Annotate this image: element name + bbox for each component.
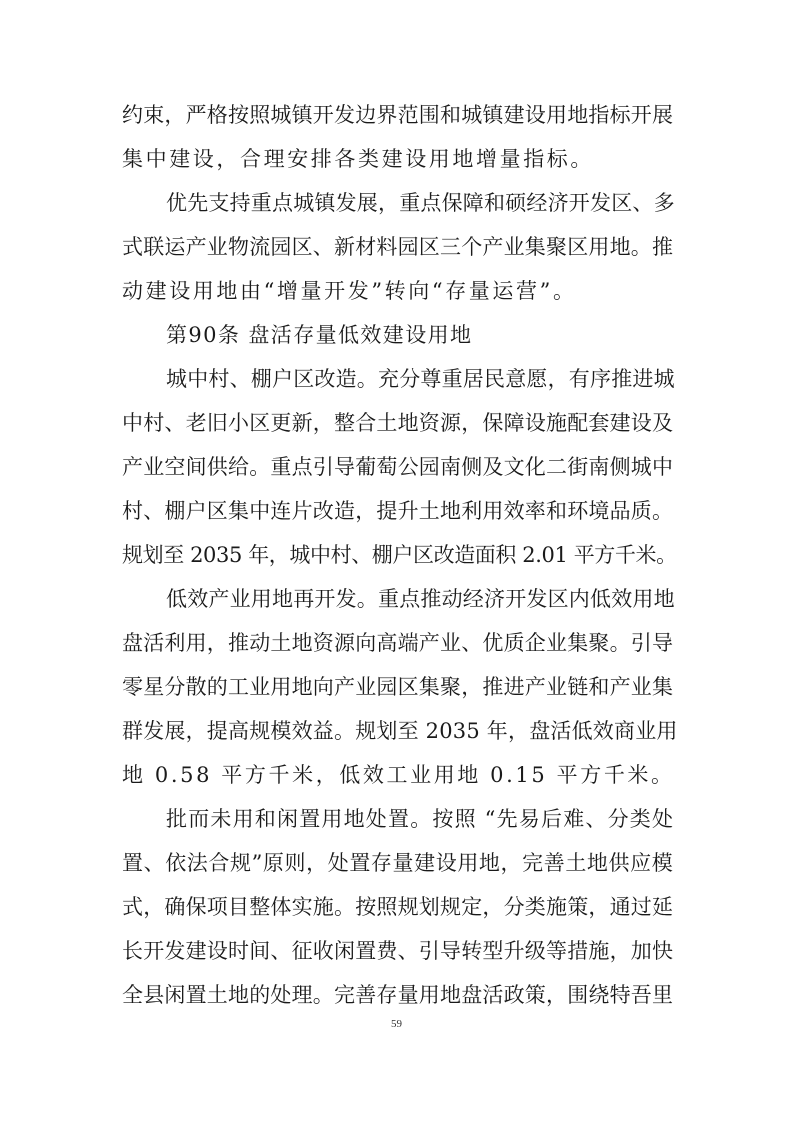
text-line: 中村、老旧小区更新，整合土地资源，保障设施配套建设及 bbox=[122, 411, 674, 435]
text-line: 式，确保项目整体实施。按照规划规定，分类施策，通过延 bbox=[122, 895, 674, 919]
article-heading: 第90条 盘活存量低效建设用地 bbox=[166, 323, 473, 347]
text-line: 零星分散的工业用地向产业园区集聚，推进产业链和产业集 bbox=[122, 675, 674, 699]
paragraph-start-line: 低效产业用地再开发。重点推动经济开发区内低效用地 bbox=[166, 587, 675, 611]
text-line: 产业空间供给。重点引导葡萄公园南侧及文化二街南侧城中 bbox=[122, 455, 674, 479]
text-line: 动建设用地由“增量开发”转向“存量运营”。 bbox=[122, 279, 577, 303]
text-line: 全县闲置土地的处理。完善存量用地盘活政策，围绕特吾里 bbox=[122, 983, 674, 1007]
text-line: 村、棚户区集中连片改造，提升土地利用效率和环境品质。 bbox=[122, 499, 674, 523]
text-line: 置、依法合规”原则，处置存量建设用地，完善土地供应模 bbox=[122, 851, 674, 875]
paragraph-start-line: 城中村、棚户区改造。充分尊重居民意愿，有序推进城 bbox=[166, 367, 675, 391]
paragraph-start-line: 批而未用和闲置用地处置。按照 “先易后难、分类处 bbox=[166, 807, 675, 831]
text-line: 盘活利用，推动土地资源向高端产业、优质企业集聚。引导 bbox=[122, 631, 674, 655]
text-line: 集中建设，合理安排各类建设用地增量指标。 bbox=[122, 147, 594, 171]
text-line: 式联运产业物流园区、新材料园区三个产业集聚区用地。推 bbox=[122, 235, 674, 259]
text-line: 约束，严格按照城镇开发边界范围和城镇建设用地指标开展 bbox=[122, 103, 674, 127]
text-line: 长开发建设时间、征收闲置费、引导转型升级等措施，加快 bbox=[122, 939, 674, 963]
text-line: 地 0.58 平方千米，低效工业用地 0.15 平方千米。 bbox=[122, 763, 675, 787]
text-line: 群发展，提高规模效益。规划至 2035 年，盘活低效商业用 bbox=[122, 719, 678, 743]
page-number: 59 bbox=[391, 1018, 402, 1030]
text-line: 规划至 2035 年，城中村、棚户区改造面积 2.01 平方千米。 bbox=[122, 543, 677, 567]
paragraph-start-line: 优先支持重点城镇发展，重点保障和硕经济开发区、多 bbox=[166, 191, 675, 215]
